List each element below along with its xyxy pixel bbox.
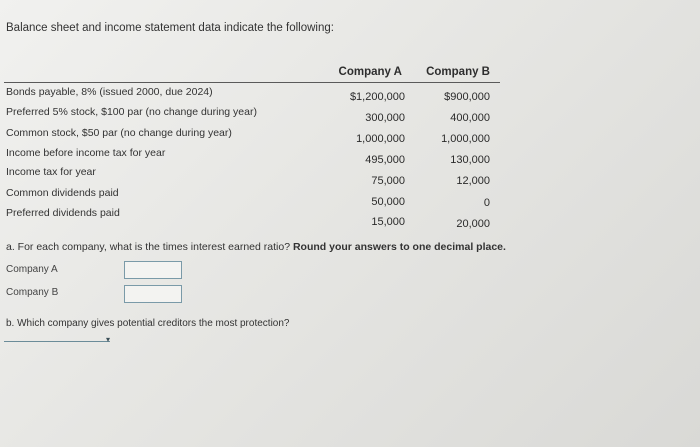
value-company-a: 50,000 xyxy=(371,196,405,208)
row-label: Income tax for year xyxy=(6,166,96,178)
question-a-text: a. For each company, what is the times interest earned ratio? xyxy=(6,241,291,253)
value-company-b: 1,000,000 xyxy=(441,133,490,145)
value-company-a: $1,200,000 xyxy=(349,91,405,103)
value-company-b: 400,000 xyxy=(450,112,490,124)
row-label: Common dividends paid xyxy=(6,187,119,199)
company-b-ratio-input[interactable] xyxy=(124,285,182,303)
value-company-a: 495,000 xyxy=(365,154,405,166)
row-label: Bonds payable, 8% (issued 2000, due 2024) xyxy=(6,86,213,98)
question-a-emphasis: Round your answers to one decimal place. xyxy=(292,241,506,253)
intro-text: Balance sheet and income statement data indicate the following: xyxy=(6,22,334,34)
question-a xyxy=(6,241,506,253)
answer-label-company-a: Company A xyxy=(6,264,58,275)
row-label: Preferred dividends paid xyxy=(6,207,120,219)
data-table xyxy=(0,62,520,230)
dropdown-caret-icon: ▾ xyxy=(105,335,110,344)
value-company-b: 0 xyxy=(483,197,490,209)
column-header-company-a: Company A xyxy=(338,66,402,78)
row-label: Common stock, $50 par (no change during year) xyxy=(6,127,232,139)
company-select-dropdown[interactable] xyxy=(4,331,110,342)
question-b-text: b. Which company gives potential creditors the most protection? xyxy=(6,318,290,329)
column-header-company-b: Company B xyxy=(426,66,490,78)
value-company-a: 15,000 xyxy=(371,216,405,228)
header-rule xyxy=(4,82,500,83)
value-company-b: 20,000 xyxy=(456,218,490,230)
answer-label-company-b: Company B xyxy=(6,287,59,298)
value-company-a: 75,000 xyxy=(371,175,405,187)
table-header xyxy=(0,62,520,82)
value-company-b: 12,000 xyxy=(456,175,490,187)
value-company-b: 130,000 xyxy=(450,154,490,166)
value-company-b: $900,000 xyxy=(444,91,490,103)
company-a-ratio-input[interactable] xyxy=(124,261,182,279)
value-company-a: 1,000,000 xyxy=(356,133,405,145)
row-label: Preferred 5% stock, $100 par (no change during year) xyxy=(6,106,257,118)
value-company-a: 300,000 xyxy=(365,112,405,124)
row-label: Income before income tax for year xyxy=(6,147,166,159)
